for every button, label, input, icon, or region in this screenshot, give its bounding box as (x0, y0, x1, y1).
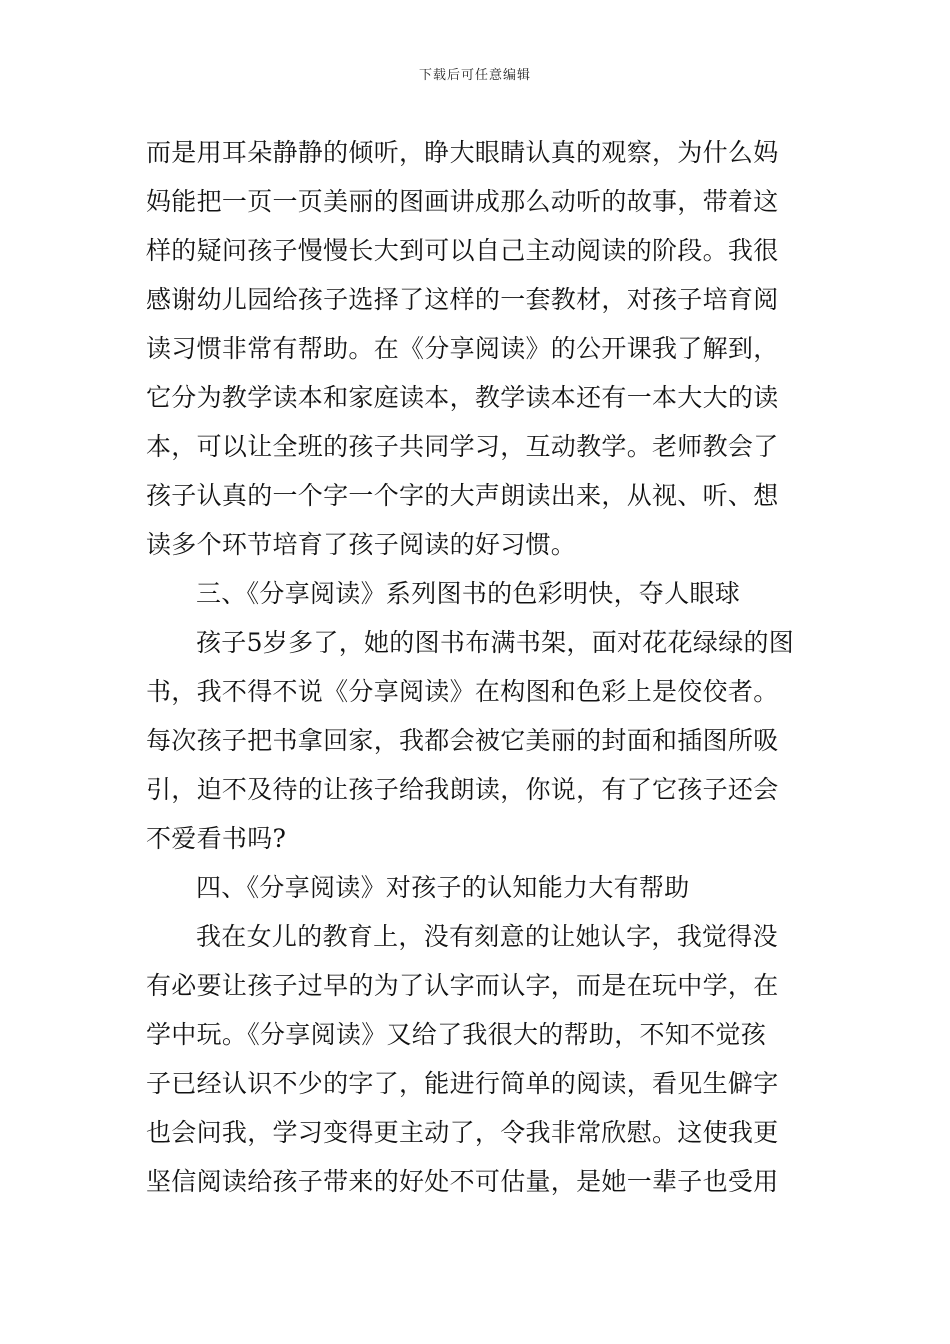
text-line: 它分为教学读本和家庭读本，教学读本还有一本大大的读 (146, 383, 779, 412)
text-line: 样的疑问孩子慢慢长大到可以自己主动阅读的阶段。我很 (146, 236, 779, 265)
text-line: 而是用耳朵静静的倾听，睁大眼睛认真的观察，为什么妈 (146, 138, 779, 167)
text-line: 读习惯非常有帮助。在《分享阅读》的公开课我了解到， (146, 334, 779, 363)
text-line: 孩子5岁多了，她的图书布满书架，面对花花绿绿的图 (196, 628, 795, 657)
text-line: 妈能把一页一页美丽的图画讲成那么动听的故事，带着这 (146, 187, 779, 216)
section-heading: 三、《分享阅读》系列图书的色彩明快，夺人眼球 (196, 579, 741, 608)
text-line: 有必要让孩子过早的为了认字而认字，而是在玩中学，在 (146, 971, 779, 1000)
text-line: 我在女儿的教育上，没有刻意的让她认字，我觉得没 (196, 922, 778, 951)
text-line: 引，迫不及待的让孩子给我朗读，你说，有了它孩子还会 (146, 775, 779, 804)
text-line: 本，可以让全班的孩子共同学习，互动教学。老师教会了 (146, 432, 779, 461)
text-line: 孩子认真的一个字一个字的大声朗读出来，从视、听、想 (146, 481, 779, 510)
text-line: 读多个环节培育了孩子阅读的好习惯。 (146, 530, 577, 559)
text-line: 感谢幼儿园给孩子选择了这样的一套教材，对孩子培育阅 (146, 285, 779, 314)
page-header: 下载后可任意编辑 (418, 68, 531, 83)
text-line: 学中玩。《分享阅读》又给了我很大的帮助，不知不觉孩 (146, 1020, 767, 1049)
text-line: 也会问我，学习变得更主动了，令我非常欣慰。这使我更 (146, 1118, 779, 1147)
text-line: 书，我不得不说《分享阅读》在构图和色彩上是佼佼者。 (146, 677, 779, 706)
text-line: 不爱看书吗? (146, 824, 287, 853)
text-line: 子已经认识不少的字了，能进行简单的阅读，看见生僻字 (146, 1069, 779, 1098)
text-line: 每次孩子把书拿回家，我都会被它美丽的封面和插图所吸 (146, 726, 779, 755)
text-line: 坚信阅读给孩子带来的好处不可估量，是她一辈子也受用 (146, 1167, 779, 1196)
section-heading: 四、《分享阅读》对孩子的认知能力大有帮助 (196, 873, 690, 902)
